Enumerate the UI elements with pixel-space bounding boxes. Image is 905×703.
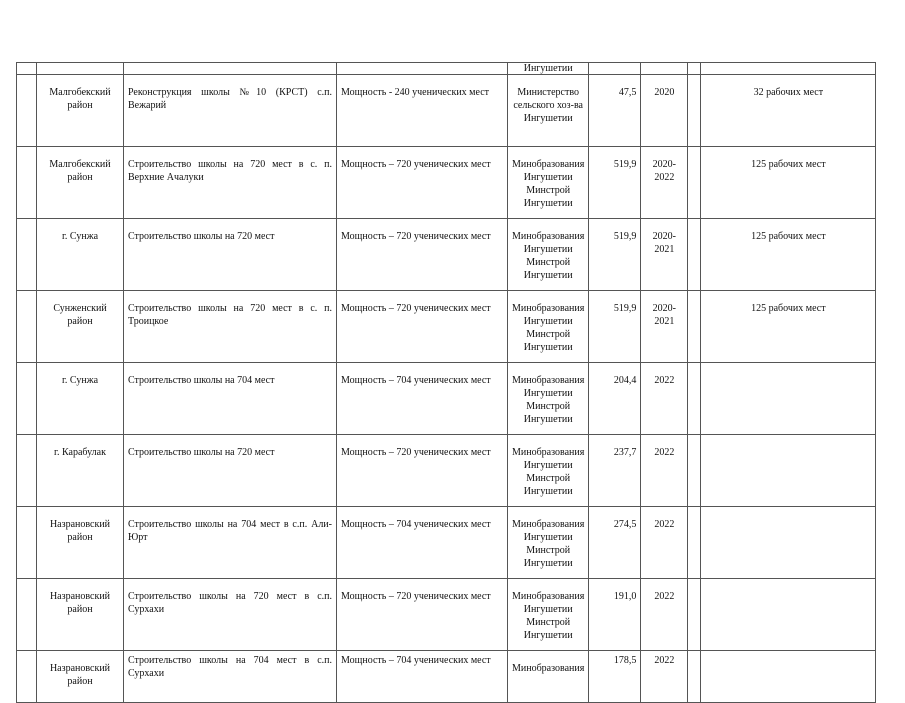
cell-years: 2020 [641,75,688,147]
cell-jobs [701,507,876,579]
cell-project: Строительство школы на 704 мест в с.п. Али-Юрт [124,507,337,579]
cell-amount: 204,4 [589,363,641,435]
cell-jobs: 32 рабочих мест [701,75,876,147]
cell-capacity: Мощность – 704 ученических мест [337,651,508,703]
cell-index [17,363,37,435]
cell-district: Назрановский район [37,651,124,703]
cell-jobs: 125 рабочих мест [701,291,876,363]
cell-amount: 519,9 [589,219,641,291]
cell-project: Строительство школы на 720 мест в с.п. Сурхахи [124,579,337,651]
cell-responsible: Минобразования Ингушетии Минстрой Ингушетии [508,579,589,651]
cell-years: 2020-2021 [641,291,688,363]
cell-amount: 178,5 [589,651,641,703]
cell-project: Строительство школы на 720 мест [124,219,337,291]
table-row [17,147,876,219]
cell-blank [688,75,701,147]
cell-index [17,75,37,147]
table-row [17,219,876,291]
cell-district: Назрановский район [37,579,124,651]
cell-project: Строительство школы на 704 мест в с.п. Сурхахи [124,651,337,703]
cell-years: 2020-2021 [641,219,688,291]
cell-index [17,147,37,219]
table-row [17,291,876,363]
cell-amount: 274,5 [589,507,641,579]
table-row [17,363,876,435]
cell-jobs: 125 рабочих мест [701,219,876,291]
cell-jobs [701,63,876,75]
cell-project: Строительство школы на 720 мест в с. п. Верхние Ачалуки [124,147,337,219]
cell-capacity [337,63,508,75]
cell-responsible: Ингушетии [508,63,589,75]
cell-amount [589,63,641,75]
cell-district: г. Сунжа [37,363,124,435]
cell-index [17,63,37,75]
cell-responsible: Минобразования Ингушетии Минстрой Ингушетии [508,147,589,219]
cell-blank [688,363,701,435]
cell-jobs [701,363,876,435]
cell-project [124,63,337,75]
cell-district [37,63,124,75]
cell-amount: 191,0 [589,579,641,651]
cell-blank [688,651,701,703]
cell-responsible: Минобразования Ингушетии Минстрой Ингушетии [508,435,589,507]
cell-jobs: 125 рабочих мест [701,147,876,219]
cell-years: 2022 [641,579,688,651]
cell-jobs [701,435,876,507]
cell-years: 2022 [641,507,688,579]
cell-capacity: Мощность – 720 ученических мест [337,147,508,219]
cell-district: г. Карабулак [37,435,124,507]
cell-index [17,291,37,363]
cell-blank [688,507,701,579]
cell-amount: 519,9 [589,147,641,219]
cell-amount: 519,9 [589,291,641,363]
cell-capacity: Мощность – 704 ученических мест [337,507,508,579]
table-row [17,651,876,703]
cell-index [17,651,37,703]
cell-index [17,435,37,507]
cell-amount: 47,5 [589,75,641,147]
cell-years: 2022 [641,363,688,435]
cell-blank [688,291,701,363]
cell-district: Сунженский район [37,291,124,363]
cell-years: 2022 [641,435,688,507]
cell-years [641,63,688,75]
cell-project: Реконструкция школы №10 (КРСТ) с.п. Вежарий [124,75,337,147]
table-row-top-continuation [17,63,876,75]
table-body [17,63,876,703]
cell-responsible: Минобразования Ингушетии Минстрой Ингушетии [508,219,589,291]
cell-district: Малгобекский район [37,147,124,219]
cell-blank [688,147,701,219]
cell-blank [688,219,701,291]
cell-index [17,219,37,291]
cell-responsible: Минобразования [508,651,589,703]
cell-responsible: Минобразования Ингушетии Минстрой Ингушетии [508,507,589,579]
cell-amount: 237,7 [589,435,641,507]
cell-capacity: Мощность – 720 ученических мест [337,435,508,507]
cell-capacity: Мощность – 720 ученических мест [337,579,508,651]
table-row [17,75,876,147]
cell-responsible: Минобразования Ингушетии Минстрой Ингушетии [508,363,589,435]
cell-project: Строительство школы на 720 мест [124,435,337,507]
cell-blank [688,435,701,507]
cell-project: Строительство школы на 720 мест в с. п. Троицкое [124,291,337,363]
cell-responsible: Министерство сельского хоз-ва Ингушетии [508,75,589,147]
cell-capacity: Мощность - 240 ученических мест [337,75,508,147]
investment-projects-table [16,62,876,703]
cell-capacity: Мощность – 720 ученических мест [337,219,508,291]
cell-responsible: Минобразования Ингушетии Минстрой Ингушетии [508,291,589,363]
cell-district: г. Сунжа [37,219,124,291]
table-row [17,435,876,507]
cell-jobs [701,651,876,703]
cell-index [17,507,37,579]
cell-project: Строительство школы на 704 мест [124,363,337,435]
table-row [17,507,876,579]
cell-capacity: Мощность – 704 ученических мест [337,363,508,435]
cell-district: Малгобекский район [37,75,124,147]
cell-years: 2020-2022 [641,147,688,219]
cell-district: Назрановский район [37,507,124,579]
cell-blank [688,63,701,75]
cell-capacity: Мощность – 720 ученических мест [337,291,508,363]
cell-years: 2022 [641,651,688,703]
